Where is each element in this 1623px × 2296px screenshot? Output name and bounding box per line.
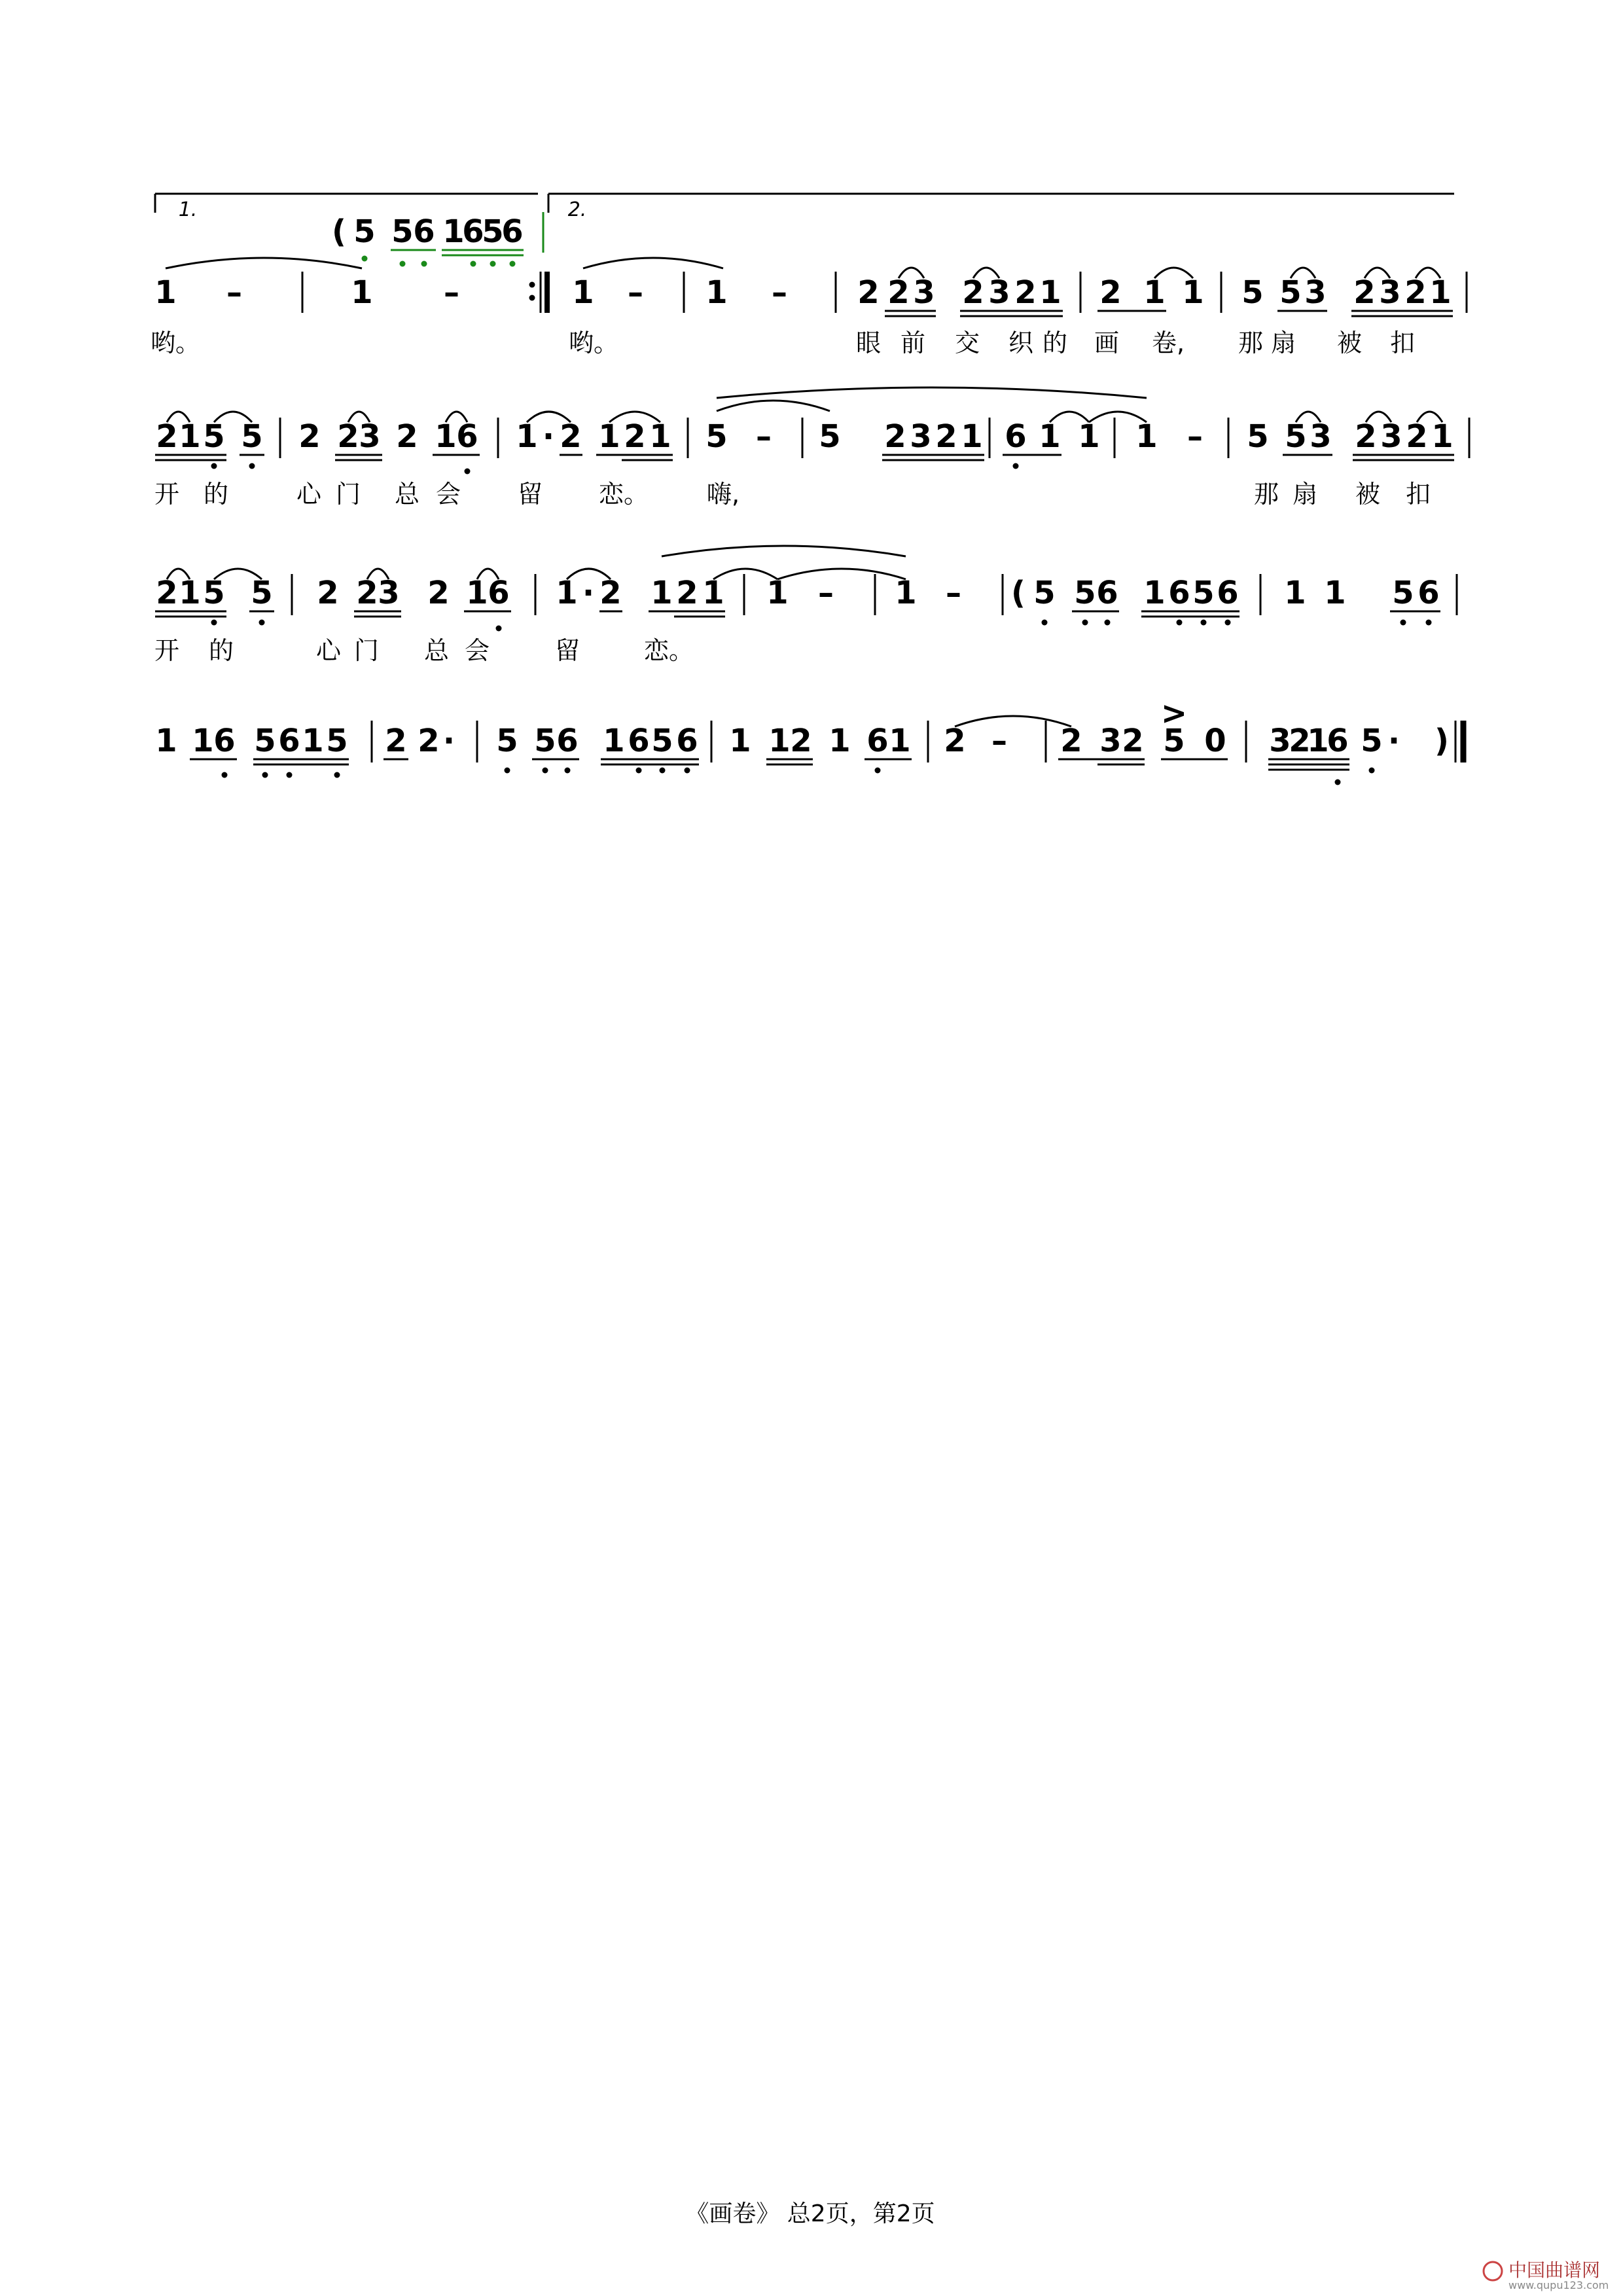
note: 5 [651,723,673,759]
note: 2 [1060,723,1082,759]
note: 2 [1353,274,1376,311]
lyric: 被 [1355,480,1381,509]
lyric: 的 [1042,329,1068,357]
dash: – [444,274,459,311]
note: 5 [705,418,728,455]
note: 2 [676,575,698,611]
note: 6 [628,723,650,759]
note: 6 [1005,418,1027,455]
note: 1 [766,575,789,611]
octave-dot [465,469,471,475]
note: · [582,575,595,611]
dash: – [1187,418,1203,455]
note: 5 [496,723,518,759]
note: 5 [819,418,841,455]
note: 2 [337,418,359,455]
note: 2 [962,274,984,311]
tie [777,569,906,579]
note: 1 [516,418,538,455]
octave-dot [287,772,293,778]
note: 6 [213,723,236,759]
note: 1 [649,418,671,455]
note: 2 [944,723,966,759]
dash: – [226,274,242,311]
note: 5 [1163,723,1185,759]
note: 1 [179,418,201,455]
lyric: 前 [900,329,926,357]
tie [166,258,362,268]
lyric: 恋。 [598,480,649,509]
note: 1 [154,274,177,311]
lyric: 嗨, [706,480,740,509]
octave-dot [1013,463,1019,469]
octave-dot [1426,620,1432,626]
tie [955,716,1071,726]
note: 1 [435,418,457,455]
note: 6 [1168,575,1190,611]
note: 6 [1418,575,1440,611]
note: 2 [317,575,339,611]
lyric: 扣 [1389,329,1416,357]
paren: ( [1011,575,1026,611]
note: 2 [1406,418,1428,455]
tie [583,258,723,268]
note: 3 [1269,723,1291,759]
note: 1 [192,723,214,759]
note: 1 [702,575,724,611]
octave-dot [262,772,268,778]
octave-dot [1335,780,1341,785]
intro-dot [471,261,476,267]
octave-dot [249,463,255,469]
note: 1 [1284,575,1306,611]
octave-dot [1042,620,1048,626]
note: 6 [1327,723,1349,759]
octave-dot [211,620,217,626]
aug-dot: · [442,723,455,759]
octave-dot [1201,620,1207,626]
lyric: 织 [1008,329,1034,357]
tie [717,401,830,411]
note: 3 [910,418,932,455]
lyric: 开 [154,480,180,509]
note: 3 [378,575,400,611]
note: 3 [1310,418,1332,455]
lyric: 扇 [1292,480,1318,509]
lyric: 总 [394,480,420,509]
note: 1 [1039,274,1061,311]
note: 2 [356,575,378,611]
note: 1 [556,575,578,611]
note: 2 [624,418,646,455]
octave-dot [565,768,571,774]
note: 5 [203,575,225,611]
note: 1 [1078,418,1100,455]
volta-2-label: 2. [567,198,587,221]
intro-paren: ( [332,213,346,250]
long-tie [662,546,906,556]
note: 6 [456,418,478,455]
lyric: 开 [154,636,180,665]
intro-note: 6 [413,213,435,250]
note: 2 [857,274,880,311]
intro-dot [362,256,368,262]
lyric: 那 [1253,480,1279,509]
note: 1 [1324,575,1346,611]
note: 2 [156,418,178,455]
note: 5 [251,575,273,611]
note: 5 [1074,575,1096,611]
note: 6 [278,723,300,759]
octave-dot [1369,768,1375,774]
lyric: 恋。 [643,636,694,665]
dash: – [628,274,643,311]
note: 1 [179,575,201,611]
note: 5 [1247,418,1269,455]
note: 5 [1241,274,1264,311]
lyric: 门 [335,480,361,509]
note: 1 [1431,418,1454,455]
octave-dot [334,772,340,778]
note: 5 [1033,575,1056,611]
intro-note: 1 [442,213,465,250]
note: 2 [1014,274,1037,311]
note: 2 [385,723,407,759]
octave-dot [505,768,510,774]
lyric: 那 [1238,329,1264,357]
lyric: 画 [1094,329,1120,357]
note: 5 [203,418,225,455]
lyric: 总 [423,636,450,665]
intro-note: 6 [501,213,524,250]
note: 5 [1392,575,1414,611]
octave-dot [660,768,666,774]
note: 1 [889,723,911,759]
lyric: 留 [554,636,580,665]
lyric: 被 [1336,329,1363,357]
note: 1 [1182,274,1204,311]
note: 1 [598,418,620,455]
note: 2 [396,418,418,455]
octave-dot [496,626,502,632]
note: 1 [1143,575,1166,611]
lyric: 的 [203,480,229,509]
note: 1 [466,575,488,611]
repeat-dot [529,282,535,288]
note: 1 [351,274,373,311]
octave-dot [1105,620,1111,626]
octave-dot [1400,620,1406,626]
watermark-title: 中国曲谱网 [1508,2259,1601,2281]
note: 6 [556,723,579,759]
note: 1 [155,723,177,759]
note: 2 [599,575,622,611]
note: 3 [359,418,381,455]
octave-dot [1082,620,1088,626]
note: 1 [603,723,625,759]
note: 2 [560,418,582,455]
note: 1 [1143,274,1166,311]
accent-mark: > [1160,695,1188,732]
note: 3 [1380,418,1402,455]
note: 5 [1279,274,1302,311]
note: 2 [790,723,812,759]
intro-dot [400,261,406,267]
note: 2 [935,418,957,455]
long-tie [717,387,1147,398]
lyric: 心 [296,480,322,509]
note: 2 [427,575,450,611]
lyric: 留 [517,480,543,509]
note: 2 [1289,723,1311,759]
lyric: 门 [353,636,380,665]
octave-dot [1225,620,1231,626]
lyric: 心 [315,636,342,665]
intro-note: 6 [462,213,484,250]
note: 1 [829,723,851,759]
note: 5 [254,723,276,759]
octave-dot [636,768,642,774]
note: 5 [1285,418,1307,455]
lyric: 扣 [1405,480,1431,509]
note: 2 [1404,274,1427,311]
lyric: 哟。 [150,329,201,357]
octave-dot [875,768,881,774]
note: 5 [534,723,556,759]
note: 5 [326,723,348,759]
note: 3 [1304,274,1327,311]
page-footer: 《画卷》 总2页，第2页 [685,2200,935,2227]
lyric: 会 [435,480,461,509]
intro-note: 5 [482,213,504,250]
lyric: 卷, [1151,329,1185,357]
lyric: 眼 [855,329,882,357]
note: 1 [705,274,728,311]
repeat-dot [529,295,535,301]
octave-dot [685,768,690,774]
note: 2 [884,418,906,455]
note: 6 [1096,575,1118,611]
lyric: 扇 [1270,329,1296,357]
note: 5 [1361,723,1383,759]
note: 1 [1307,723,1329,759]
lyric: 会 [464,636,490,665]
octave-dot [211,463,217,469]
note: 1 [729,723,751,759]
note: 2 [418,723,440,759]
octave-dot [543,768,548,774]
lyric: 哟。 [568,329,619,357]
note: 1 [1039,418,1061,455]
note: 2 [298,418,321,455]
watermark-url: www.qupu123.com [1508,2279,1609,2291]
note: 1 [1135,418,1158,455]
note: 2 [887,274,910,311]
note: 1 [1429,274,1452,311]
octave-dot [259,620,265,626]
note: 6 [866,723,889,759]
note: 6 [1217,575,1239,611]
note: 3 [1099,723,1122,759]
note: 1 [651,575,673,611]
dash: – [946,575,961,611]
aug-dot: · [1387,723,1400,759]
note: 1 [961,418,983,455]
dash: – [818,575,834,611]
lyric: 的 [208,636,234,665]
note: 1 [768,723,791,759]
intro-dot [490,261,496,267]
lyric: 交 [954,329,980,357]
note: 1 [302,723,324,759]
intro-dot [421,261,427,267]
octave-dot [1177,620,1183,626]
note: 5 [1192,575,1215,611]
note: · [542,418,555,455]
intro-note: 5 [391,213,414,250]
note: 3 [913,274,935,311]
intro-dot [510,261,516,267]
intro-note: 5 [353,213,376,250]
note: 1 [572,274,594,311]
note: 2 [1099,274,1122,311]
note: 2 [1122,723,1144,759]
note: 1 [895,575,917,611]
note: 2 [1355,418,1377,455]
dash: – [991,723,1007,759]
note: 5 [241,418,263,455]
note: 3 [1379,274,1401,311]
note: 6 [488,575,510,611]
paren: ) [1435,723,1449,759]
note: 2 [156,575,178,611]
volta-1-label: 1. [178,198,198,221]
dash: – [772,274,787,311]
dash: – [756,418,772,455]
note: 3 [988,274,1010,311]
note: 0 [1204,723,1226,759]
octave-dot [222,772,228,778]
note: 6 [676,723,698,759]
